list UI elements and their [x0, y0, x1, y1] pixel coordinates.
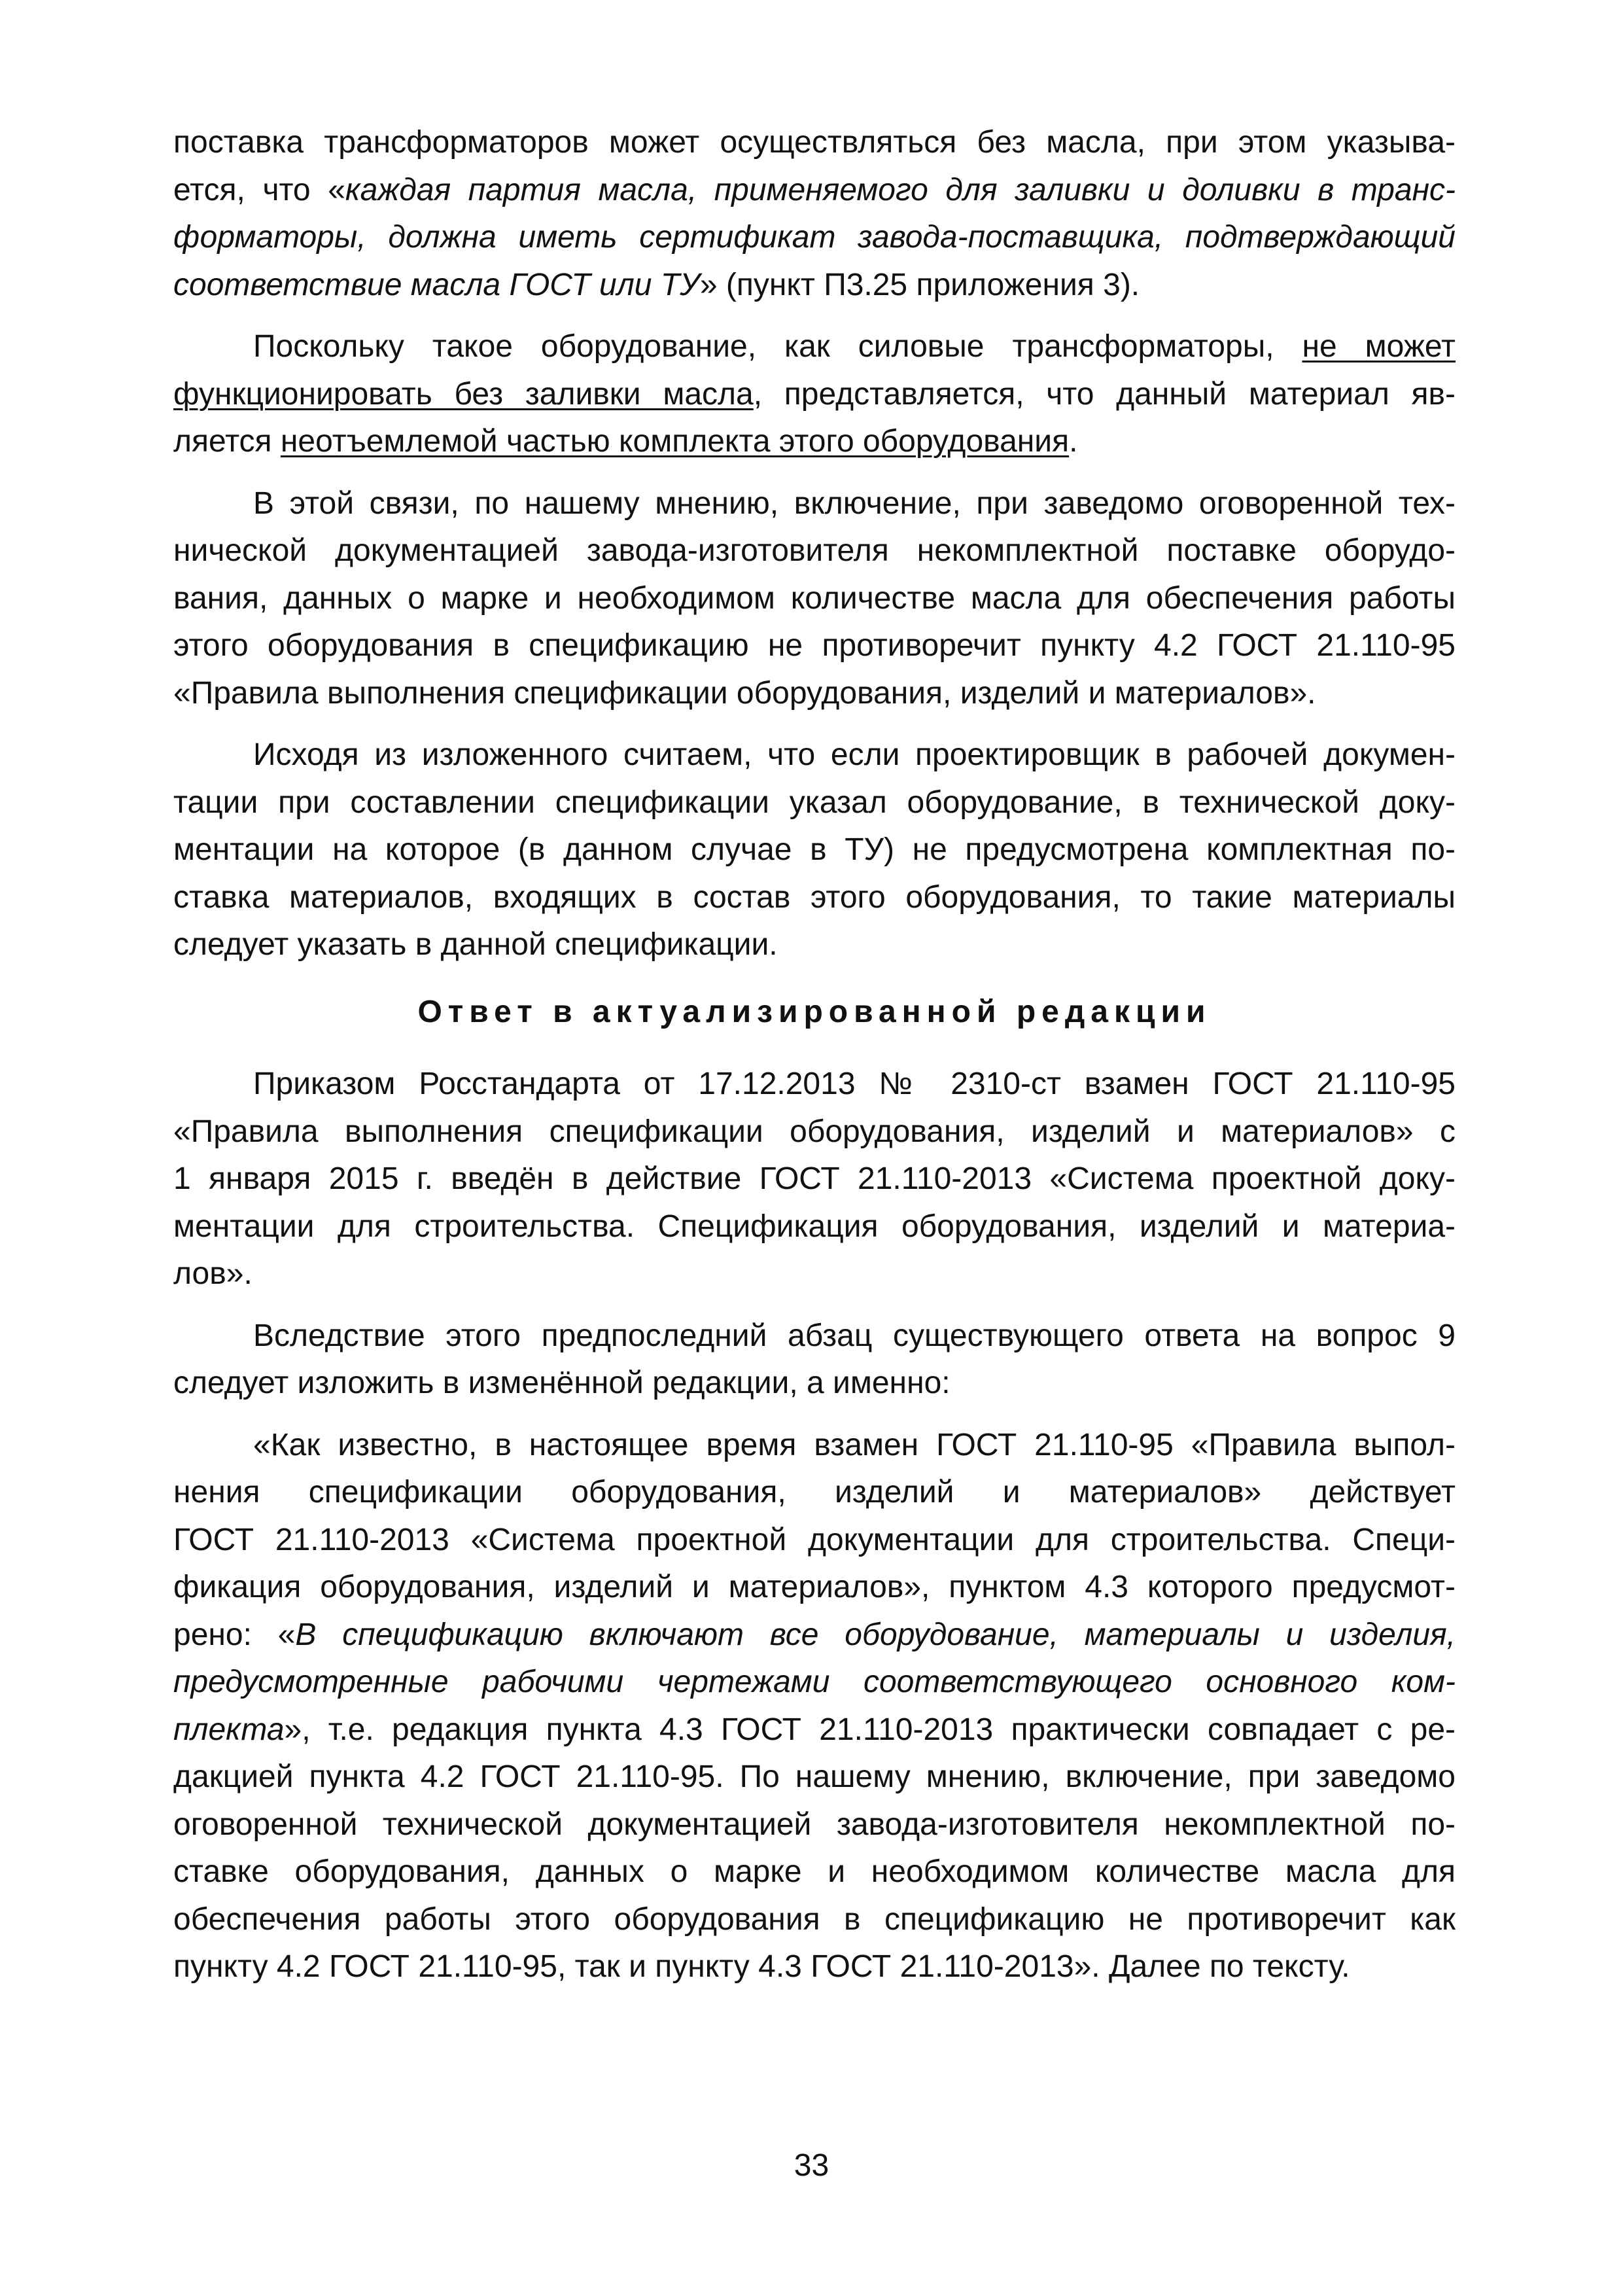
text-line	[173, 323, 1456, 371]
page-number: 33	[794, 2148, 829, 2183]
text-line	[173, 1061, 1456, 1108]
paragraph	[173, 480, 1456, 718]
text-segment: Поскольку такое оборудование, как силовые трансформаторы,	[253, 329, 1302, 364]
text-line	[173, 575, 1456, 623]
text-line	[173, 1156, 1456, 1203]
text-line	[173, 1250, 1456, 1298]
text-segment: поставка трансформаторов может осуществляться без масла, при этом указыва-	[173, 125, 1456, 160]
text-segment: рено: «	[173, 1617, 296, 1652]
text-segment: 1 января 2015 г. введён в действие ГОСТ 21.110-2013 «Система проектной доку-	[173, 1161, 1456, 1196]
text-segment: «Как известно, в настоящее время взамен ГОСТ 21.110-95 «Правила выпол-	[253, 1427, 1456, 1462]
text-line	[173, 480, 1456, 528]
text-segment: «Правила выполнения спецификации оборудования, изделий и материалов».	[173, 675, 1316, 711]
text-line	[173, 670, 1456, 718]
text-segment: ментации на которое (в данном случае в ТУ) не предусмотрена комплектная по-	[173, 832, 1456, 867]
text-segment: следует изложить в изменённой редакции, а именно:	[173, 1366, 951, 1400]
text-line	[173, 1896, 1456, 1944]
italic-quote-text: форматоры, должна иметь сертификат завода-поставщика, подтверждающий	[173, 220, 1456, 255]
text-line	[173, 1313, 1456, 1360]
italic-quote-text: каждая партия масла, применяемого для заливки и доливки в транс-	[345, 172, 1456, 207]
text-segment: Вследствие этого предпоследний абзац существующего ответа на вопрос 9	[253, 1318, 1456, 1353]
text-segment: «Правила выполнения спецификации оборудования, изделий и материалов» с	[173, 1114, 1456, 1149]
text-line	[173, 826, 1456, 874]
text-segment: ГОСТ 21.110-2013 «Система проектной документации для строительства. Специ-	[173, 1522, 1456, 1557]
text-segment: », т.е. редакция пункта 4.3 ГОСТ 21.110-2013 практически совпадает с ре-	[284, 1712, 1456, 1747]
text-line	[173, 622, 1456, 670]
text-line	[173, 779, 1456, 827]
paragraph	[173, 1061, 1456, 1298]
text-line	[173, 262, 1456, 309]
text-line	[173, 527, 1456, 575]
text-segment: нической документацией завода-изготовителя некомплектной поставке оборудо-	[173, 533, 1456, 568]
text-segment: ляется	[173, 424, 281, 459]
text-segment: дакцией пункта 4.2 ГОСТ 21.110-95. По нашему мнению, включение, при заведомо	[173, 1759, 1456, 1794]
body-text-before-heading	[173, 119, 1456, 969]
text-segment: .	[1069, 424, 1078, 459]
text-line	[173, 1564, 1456, 1612]
text-line	[173, 921, 1456, 969]
text-segment: ставке оборудования, данных о марке и необходимом количестве масла для	[173, 1854, 1456, 1889]
text-segment: оговоренной технической документацией завода-изготовителя некомплектной по-	[173, 1807, 1456, 1842]
underlined-text: не может	[1302, 329, 1456, 364]
text-segment: ставка материалов, входящих в состав этого оборудования, то такие материалы	[173, 879, 1456, 915]
text-line	[173, 1108, 1456, 1156]
text-segment: В этой связи, по нашему мнению, включение, при заведомо оговоренной тех-	[253, 486, 1456, 521]
italic-quote-text: В спецификацию включают все оборудование, материалы и изделия,	[295, 1617, 1456, 1652]
text-segment: ется, что «	[173, 172, 345, 207]
document-page	[173, 119, 1456, 2005]
text-line	[173, 1469, 1456, 1517]
text-line	[173, 119, 1456, 167]
text-line	[173, 371, 1456, 419]
text-segment: следует указать в данной спецификации.	[173, 927, 778, 962]
text-segment: вания, данных о марке и необходимом количестве масла для обеспечения работы	[173, 580, 1456, 616]
body-text-after-heading	[173, 1061, 1456, 1991]
text-line	[173, 1706, 1456, 1754]
underlined-text: функционировать без заливки масла	[173, 376, 754, 412]
text-line	[173, 1360, 1456, 1407]
text-line	[173, 1659, 1456, 1706]
text-segment: » (пункт П3.25 приложения 3).	[699, 267, 1140, 302]
text-line	[173, 214, 1456, 262]
text-line	[173, 418, 1456, 466]
italic-quote-text: предусмотренные рабочими чертежами соответствующего основного ком-	[173, 1665, 1456, 1699]
section-heading: Ответ в актуализированной редакции	[417, 994, 1212, 1029]
text-segment: фикация оборудования, изделий и материалов», пунктом 4.3 которого предусмот-	[173, 1570, 1456, 1604]
text-segment: тации при составлении спецификации указал оборудование, в технической доку-	[173, 785, 1456, 820]
paragraph	[173, 1313, 1456, 1407]
text-segment: этого оборудования в спецификацию не противоречит пункту 4.2 ГОСТ 21.110-95	[173, 628, 1456, 663]
text-segment: , представляется, что данный материал яв-	[753, 376, 1456, 412]
italic-quote-text: плекта	[173, 1712, 285, 1747]
text-line	[173, 1801, 1456, 1849]
paragraph	[173, 323, 1456, 466]
text-line	[173, 1203, 1456, 1251]
text-line	[173, 874, 1456, 922]
paragraph	[173, 732, 1456, 969]
text-segment: Исходя из изложенного считаем, что если проектировщик в рабочей докумен-	[253, 737, 1456, 772]
text-segment: ментации для строительства. Спецификация оборудования, изделий и материа-	[173, 1209, 1456, 1244]
text-line	[173, 1517, 1456, 1564]
text-segment: Приказом Росстандарта от 17.12.2013 № 2310-ст взамен ГОСТ 21.110-95	[253, 1067, 1456, 1101]
text-line	[173, 1943, 1456, 1991]
text-line	[173, 1848, 1456, 1896]
text-segment: лов».	[173, 1256, 253, 1291]
paragraph	[173, 119, 1456, 309]
text-line	[173, 1422, 1456, 1470]
text-segment: пункту 4.2 ГОСТ 21.110-95, так и пункту 4.3 ГОСТ 21.110-2013». Далее по тексту.	[173, 1949, 1350, 1984]
text-line	[173, 167, 1456, 215]
text-segment: нения спецификации оборудования, изделий и материалов» действует	[173, 1475, 1456, 1510]
text-line	[173, 1612, 1456, 1659]
text-line	[173, 1754, 1456, 1801]
underlined-text: неотъемлемой частью комплекта этого оборудования	[280, 424, 1070, 459]
text-line	[173, 732, 1456, 779]
italic-quote-text: соответствие масла ГОСТ или ТУ	[173, 267, 700, 302]
text-segment: обеспечения работы этого оборудования в спецификацию не противоречит как	[173, 1901, 1456, 1937]
paragraph	[173, 1422, 1456, 1991]
